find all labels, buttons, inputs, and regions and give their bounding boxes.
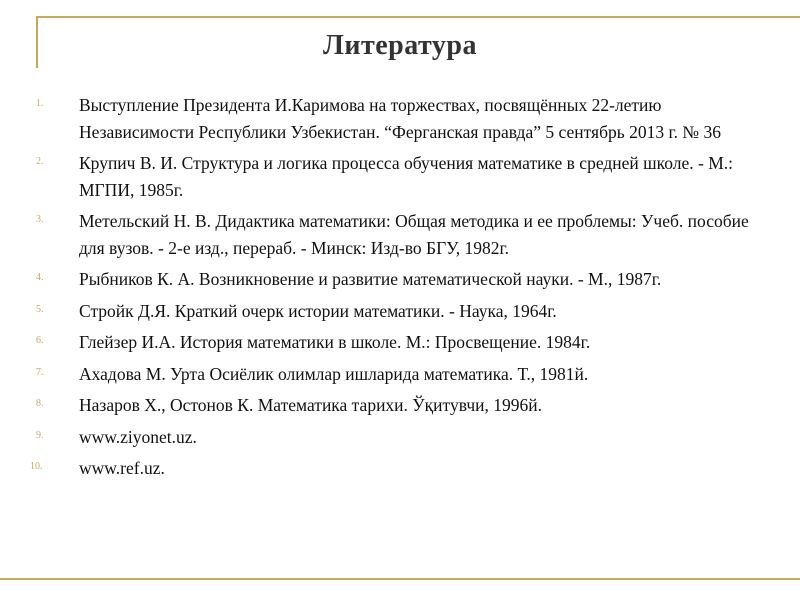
list-item-number: 7. (36, 366, 44, 378)
list-item (0, 150, 800, 203)
list-item-number: 5. (36, 303, 44, 315)
top-border-line (36, 16, 800, 18)
list-item-text: Крупич В. И. Структура и логика процесса обучения математике в средней школе. - М.: МГПИ, 1985г. (79, 153, 733, 200)
list-item-number: 2. (36, 156, 44, 167)
list-item[interactable] (0, 455, 800, 482)
list-item-number: 1. (36, 98, 44, 109)
list-item (0, 266, 800, 293)
list-item-text: Стройк Д.Я. Краткий очерк истории математики. - Наука, 1964г. (79, 300, 557, 321)
list-item (0, 329, 800, 356)
list-item[interactable] (0, 424, 800, 451)
list-item-text: Назаров Х., Остонов К. Математика тарихи. Ўқитувчи, 1996й. (79, 395, 542, 415)
list-item-text: Рыбников К. А. Возникновение и развитие математической науки. - М., 1987г. (79, 269, 662, 289)
list-item (0, 208, 800, 261)
list-item-number: 8. (36, 398, 44, 409)
list-item-text: Глейзер И.А. История математики в школе. М.: Просвещение. 1984г. (79, 332, 591, 352)
page-title: Литература (323, 30, 477, 61)
bottom-border-line (0, 578, 800, 580)
website-link-ziyonet[interactable]: www.ziyonet.uz. (79, 426, 197, 447)
list-item-number: 9. (36, 429, 44, 441)
list-item-text: Метельский Н. В. Дидактика математики: Общая методика и ее проблемы: Учеб. пособие для вузов. - 2-е изд., перераб. - Минск: Изд-во БГУ, 1982г. (79, 211, 749, 258)
website-link-ref[interactable]: www.ref.uz. (79, 458, 165, 478)
list-item (0, 298, 800, 325)
list-item-number: 3. (36, 214, 44, 225)
list-item-text: Ахадова М. Урта Осиёлик олимлар ишларида математика. Т., 1981й. (79, 363, 589, 384)
list-item (0, 361, 800, 388)
list-item-number: 10. (30, 461, 43, 472)
list-item-number: 4. (36, 272, 44, 283)
reference-list (0, 92, 800, 487)
list-item (0, 92, 800, 145)
list-item (0, 392, 800, 419)
list-item-number: 6. (36, 335, 44, 346)
list-item-text: Выступление Президента И.Каримова на торжествах, посвящённых 22-летию Независимости Республики Узбекистан. “Ферганская правда” 5 сентябрь 2013 г. № 36 (79, 95, 721, 142)
